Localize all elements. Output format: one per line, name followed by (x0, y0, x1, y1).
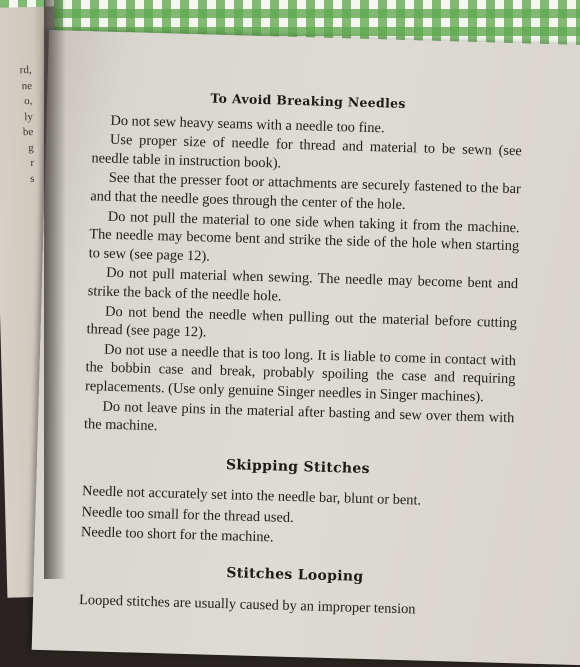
left-fragment: r (30, 156, 35, 170)
left-fragment: be (22, 125, 34, 139)
paragraph: Do not pull the material to one side when taking it from the machine. The needle may become bent and strike the side of the hole when starting to sew (see page 12). (88, 208, 520, 265)
paragraph: Use proper size of needle for thread and material to be sewn (see needle table in instruction book). (91, 131, 523, 172)
left-fragment: o, (24, 94, 33, 108)
section-skipping-stitches (81, 452, 513, 554)
paragraph: Do not leave pins in the material after basting and sew over them with the machine. (83, 398, 515, 435)
paragraph: Looped stitches are usually caused by an improper tension (78, 591, 416, 618)
paragraph: Do not pull material when sewing. The needle may become bent and strike the back of the needle hole. (87, 265, 519, 305)
paragraph: See that the presser foot or attachments are securely fastened to the bar and that the needle goes through the center of the hole. (90, 170, 521, 213)
section-heading: Skipping Stitches (225, 456, 371, 477)
left-fragment: s (30, 172, 35, 185)
list-item: Needle too short for the machine. (80, 524, 274, 546)
cut-off-line-wrapper (79, 591, 509, 620)
paragraph: Do not bend the needle when pulling out the material before cutting thread (see page 12). (86, 303, 518, 341)
section-avoid-breaking-needles (84, 86, 524, 446)
book-spine-shadow (44, 0, 66, 579)
book-page (32, 30, 580, 667)
section-stitches-looping (79, 560, 510, 620)
section-heading: Stitches Looping (226, 565, 364, 586)
section-heading: To Avoid Breaking Needles (210, 90, 406, 111)
left-fragment: ne (21, 79, 33, 92)
page-content (79, 86, 523, 619)
left-fragment: g (28, 141, 34, 154)
paragraph: Do not sew heavy seams with a needle too fine. (110, 112, 385, 136)
paragraph: Do not use a needle that is too long. It is liable to come in contact with the bobbin case and break, probably spoiling the case and requiring replacements. (Use only genuine Singer needles in Singer machines). (84, 341, 517, 406)
list-item: Needle too small for the thread used. (81, 503, 294, 526)
left-fragment: ly (24, 110, 34, 123)
list-item: Needle not accurately set into the needle bar, blunt or bent. (81, 483, 422, 509)
left-fragment: rd, (19, 63, 32, 77)
left-page-text (1, 63, 34, 188)
